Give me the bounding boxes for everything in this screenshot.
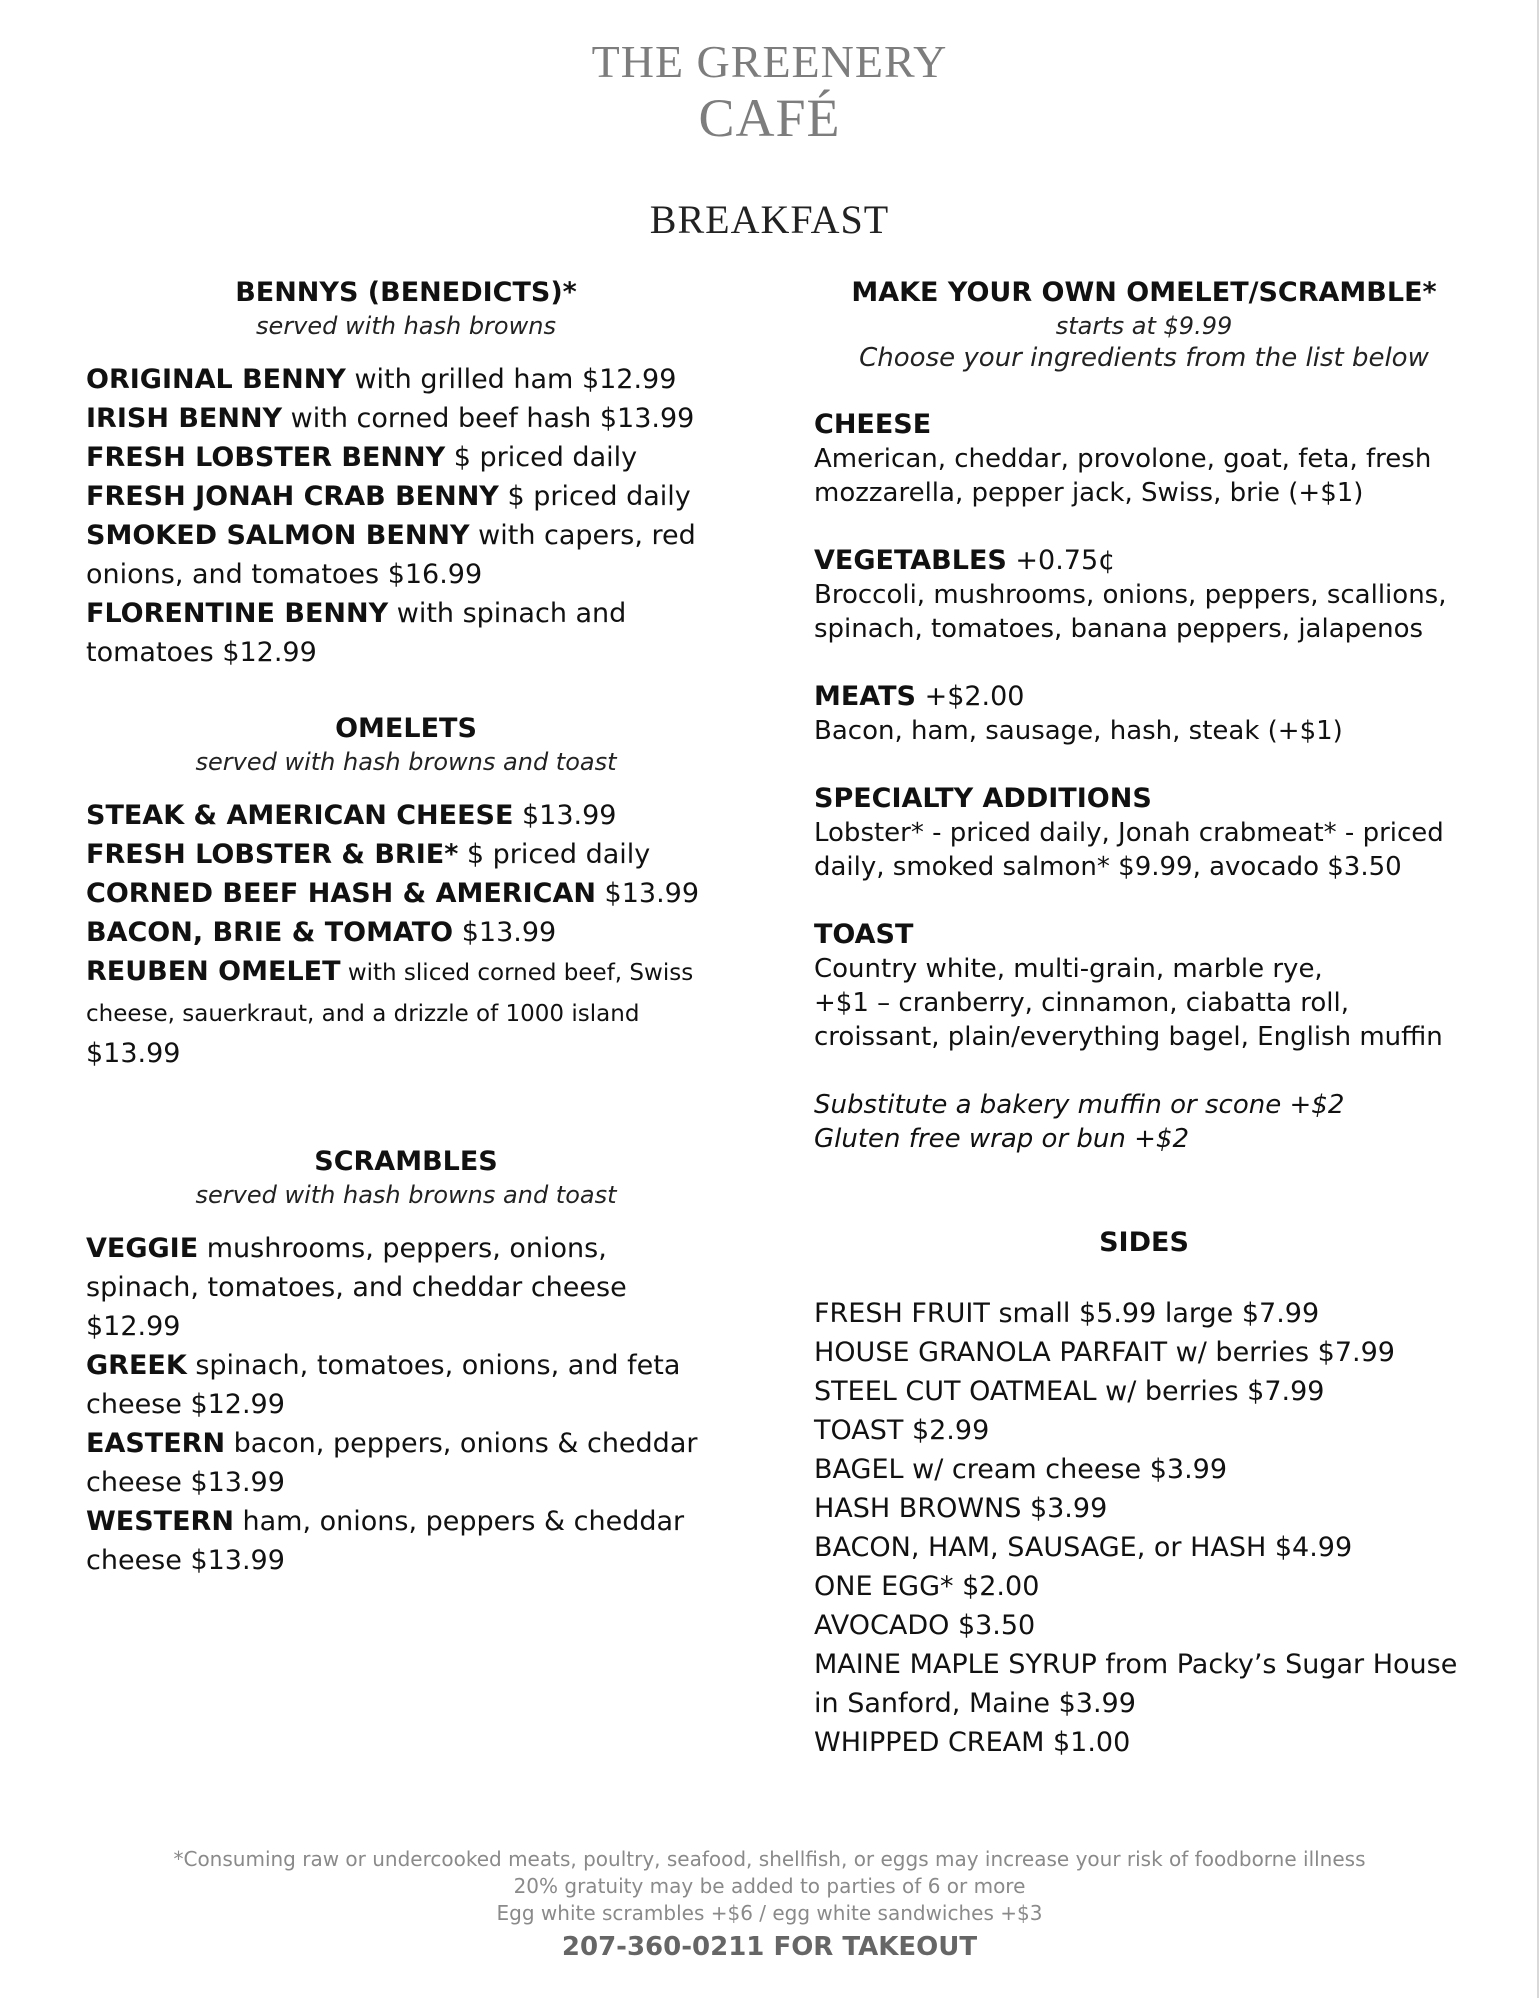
item-name: EASTERN xyxy=(86,1428,226,1459)
brand-name-line1: THE GREENERY xyxy=(591,36,948,87)
item-name: SMOKED SALMON BENNY xyxy=(86,520,470,551)
group-price: +0.75¢ xyxy=(1006,545,1116,576)
side-item: HASH BROWNS $3.99 xyxy=(814,1493,1108,1524)
menu-item xyxy=(86,594,726,672)
menu-item xyxy=(86,1424,726,1502)
make-your-own-section xyxy=(814,276,1474,374)
menu-item xyxy=(86,438,726,477)
footer xyxy=(0,1846,1539,1965)
item-desc: $13.99 xyxy=(595,878,700,909)
item-name: VEGGIE xyxy=(86,1233,199,1264)
note-line: Gluten free wrap or bun +$2 xyxy=(814,1124,1189,1154)
group-title xyxy=(814,408,1474,442)
section-instruction: Choose your ingredients from the list below xyxy=(859,343,1429,373)
side-item: BAGEL w/ cream cheese $3.99 xyxy=(814,1454,1228,1485)
group-title xyxy=(814,680,1474,714)
specialty-group xyxy=(814,782,1474,884)
item-desc: with spinach and tomatoes $12.99 xyxy=(86,598,627,668)
menu-item xyxy=(86,1502,726,1580)
group-name: TOAST xyxy=(814,919,914,950)
menu-item xyxy=(86,913,726,952)
section-subtitle: served with hash browns xyxy=(256,312,556,340)
bennys-section xyxy=(86,276,726,672)
right-column xyxy=(814,276,1474,1762)
side-item: WHIPPED CREAM $1.00 xyxy=(814,1727,1131,1758)
item-desc: $13.99 xyxy=(513,800,617,831)
takeout-phone: 207-360-0211 FOR TAKEOUT xyxy=(561,1932,978,1962)
group-title xyxy=(814,782,1474,816)
side-item: STEEL CUT OATMEAL w/ berries $7.99 xyxy=(814,1376,1325,1407)
section-title: BENNYS (BENEDICTS)* xyxy=(235,277,577,308)
item-desc: $13.99 xyxy=(453,917,557,948)
item-desc: $ priced daily xyxy=(445,442,638,473)
starting-price: starts at $9.99 xyxy=(1055,312,1233,340)
section-subtitle: served with hash browns and toast xyxy=(195,1181,617,1209)
item-desc: spinach, tomatoes, onions, and feta cheese $12.99 xyxy=(86,1350,681,1420)
substitution-notes xyxy=(814,1088,1474,1156)
item-name: WESTERN xyxy=(86,1506,234,1537)
side-item: AVOCADO $3.50 xyxy=(814,1610,1036,1641)
item-name: ORIGINAL BENNY xyxy=(86,364,346,395)
menu-item xyxy=(86,399,726,438)
menu-item xyxy=(86,360,726,399)
item-desc: with capers, red onions, and tomatoes $16.99 xyxy=(86,520,696,590)
group-price: +$2.00 xyxy=(915,681,1025,712)
item-price: $13.99 xyxy=(86,1038,181,1069)
item-name: FRESH LOBSTER BENNY xyxy=(86,442,446,473)
menu-item xyxy=(86,1229,726,1346)
item-desc: bacon, peppers, onions & cheddar cheese $13.99 xyxy=(86,1428,698,1498)
item-name: REUBEN OMELET xyxy=(86,956,341,987)
menu-title: BREAKFAST xyxy=(649,197,890,242)
egg-white-note: Egg white scrambles +$6 / egg white sandwiches +$3 xyxy=(496,1901,1043,1925)
cheese-group xyxy=(814,408,1474,510)
group-options: Country white, multi-grain, marble rye, xyxy=(814,954,1323,984)
meats-group xyxy=(814,680,1474,748)
section-title: SCRAMBLES xyxy=(314,1146,498,1177)
section-title: SIDES xyxy=(1099,1227,1189,1258)
omelets-section xyxy=(86,712,726,1073)
item-name: FRESH LOBSTER & BRIE* xyxy=(86,839,459,870)
side-item: MAINE MAPLE SYRUP from Packy’s Sugar House in Sanford, Maine $3.99 xyxy=(814,1649,1458,1719)
item-desc: mushrooms, peppers, onions, spinach, tomatoes, and cheddar cheese $12.99 xyxy=(86,1233,627,1342)
section-title: MAKE YOUR OWN OMELET/SCRAMBLE* xyxy=(851,277,1437,308)
header xyxy=(0,36,1539,148)
group-name: VEGETABLES xyxy=(814,545,1007,576)
group-name: CHEESE xyxy=(814,409,932,440)
vegetables-group xyxy=(814,544,1474,646)
menu-item xyxy=(86,874,726,913)
gratuity-note: 20% gratuity may be added to parties of 6 or more xyxy=(513,1874,1026,1898)
menu-item xyxy=(86,796,726,835)
group-name: MEATS xyxy=(814,681,916,712)
group-options-extra: +$1 – cranberry, cinnamon, ciabatta roll, croissant, plain/everything bagel, English muffin xyxy=(814,988,1443,1052)
item-desc: with grilled ham $12.99 xyxy=(345,364,677,395)
item-name: GREEK xyxy=(86,1350,187,1381)
item-desc: $ priced daily xyxy=(498,481,691,512)
food-safety-disclaimer: *Consuming raw or undercooked meats, poultry, seafood, shellfish, or eggs may increase your risk of foodborne illness xyxy=(173,1847,1366,1871)
group-title xyxy=(814,544,1474,578)
toast-group xyxy=(814,918,1474,1054)
side-item: FRESH FRUIT small $5.99 large $7.99 xyxy=(814,1298,1320,1329)
menu-item xyxy=(86,1346,726,1424)
left-column xyxy=(86,276,726,1580)
menu-item xyxy=(86,516,726,594)
side-item: HOUSE GRANOLA PARFAIT w/ berries $7.99 xyxy=(814,1337,1395,1368)
item-desc: $ priced daily xyxy=(458,839,651,870)
item-desc: with sliced corned beef, Swiss cheese, sauerkraut, and a drizzle of 1000 island xyxy=(86,960,694,1027)
side-item: TOAST $2.99 xyxy=(814,1415,990,1446)
section-subtitle: served with hash browns and toast xyxy=(195,748,617,776)
menu-item xyxy=(86,835,726,874)
group-options: American, cheddar, provolone, goat, feta, fresh mozzarella, pepper jack, Swiss, brie (+$1) xyxy=(814,444,1432,508)
item-desc: ham, onions, peppers & cheddar cheese $13.99 xyxy=(86,1506,685,1576)
scrambles-section xyxy=(86,1145,726,1580)
group-options: Lobster* - priced daily, Jonah crabmeat* - priced daily, smoked salmon* $9.99, avocado $3.50 xyxy=(814,818,1444,882)
sides-section xyxy=(814,1226,1474,1762)
item-name: IRISH BENNY xyxy=(86,403,283,434)
side-item: ONE EGG* $2.00 xyxy=(814,1571,1040,1602)
item-name: CORNED BEEF HASH & AMERICAN xyxy=(86,878,596,909)
menu-item xyxy=(86,477,726,516)
item-name: BACON, BRIE & TOMATO xyxy=(86,917,454,948)
group-options: Bacon, ham, sausage, hash, steak (+$1) xyxy=(814,716,1343,746)
item-name: FRESH JONAH CRAB BENNY xyxy=(86,481,499,512)
section-title: OMELETS xyxy=(335,713,477,744)
group-title xyxy=(814,918,1474,952)
item-desc: with corned beef hash $13.99 xyxy=(282,403,695,434)
item-name: STEAK & AMERICAN CHEESE xyxy=(86,800,514,831)
menu-item xyxy=(86,952,726,1073)
group-name: SPECIALTY ADDITIONS xyxy=(814,783,1152,814)
group-options: Broccoli, mushrooms, onions, peppers, scallions, spinach, tomatoes, banana peppers, jalapenos xyxy=(814,580,1447,644)
note-line: Substitute a bakery muffin or scone +$2 xyxy=(814,1090,1345,1120)
side-item: BACON, HAM, SAUSAGE, or HASH $4.99 xyxy=(814,1532,1353,1563)
brand-name-line2: CAFÉ xyxy=(698,88,841,148)
item-name: FLORENTINE BENNY xyxy=(86,598,389,629)
